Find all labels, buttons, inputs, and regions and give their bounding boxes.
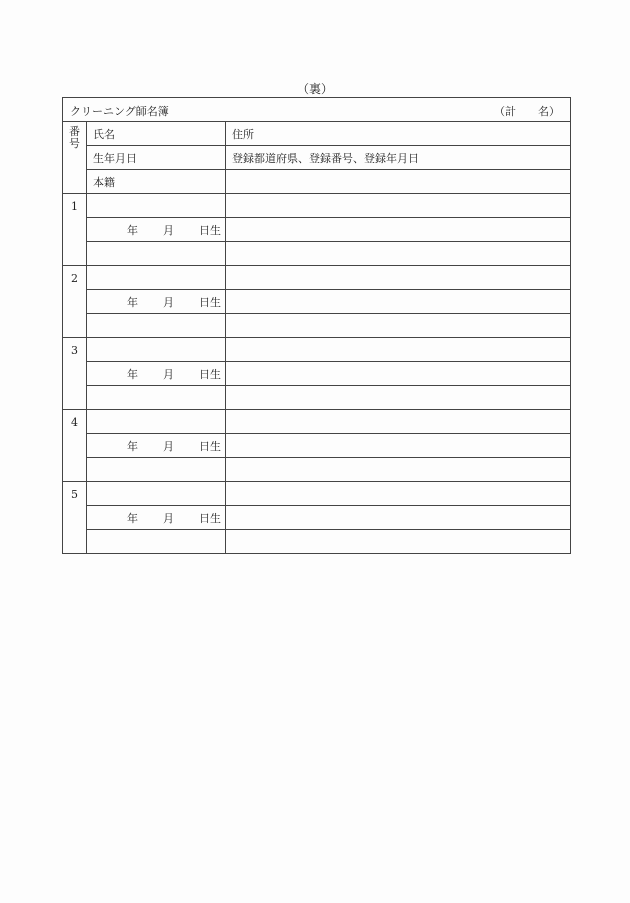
number-header-char-1: 番 [69, 125, 80, 138]
entry-row-name [63, 266, 571, 290]
entry-birth-date-cell[interactable] [87, 218, 226, 242]
entry-blank-cell [226, 458, 571, 482]
entry-birth-date-cell[interactable] [87, 506, 226, 530]
entry-row-birth [63, 434, 571, 458]
entry-blank-cell [226, 530, 571, 554]
entry-domicile-cell[interactable] [87, 314, 226, 338]
entry-registration-cell[interactable] [226, 362, 571, 386]
name-header: 氏名 [87, 122, 226, 146]
entry-registration-cell[interactable] [226, 218, 571, 242]
year-label: 年 [127, 295, 138, 309]
entry-address-cell[interactable] [226, 410, 571, 434]
entry-blank-cell [226, 386, 571, 410]
cleaning-staff-register [62, 97, 571, 554]
entry-row-domicile [63, 314, 571, 338]
address-header: 住所 [226, 122, 571, 146]
entries-body [63, 194, 571, 554]
entry-registration-cell[interactable] [226, 434, 571, 458]
header-row-1 [63, 122, 571, 146]
entry-name-cell[interactable] [87, 482, 226, 506]
entry-number: 5 [63, 482, 87, 554]
entry-row-birth [63, 506, 571, 530]
total-count: （計 名） [494, 105, 561, 118]
year-label: 年 [127, 439, 138, 453]
year-label: 年 [127, 367, 138, 381]
entry-row-name [63, 482, 571, 506]
header-row-3 [63, 170, 571, 194]
entry-address-cell[interactable] [226, 338, 571, 362]
birth-date-header: 生年月日 [87, 146, 226, 170]
entry-number: 4 [63, 410, 87, 482]
birth-date-template [93, 510, 225, 526]
entry-domicile-cell[interactable] [87, 458, 226, 482]
entry-name-cell[interactable] [87, 266, 226, 290]
registration-header: 登録都道府県、登録番号、登録年月日 [226, 146, 571, 170]
day-label: 日生 [199, 295, 221, 309]
domicile-header: 本籍 [87, 170, 226, 194]
entry-domicile-cell[interactable] [87, 242, 226, 266]
header-blank-cell [226, 170, 571, 194]
entry-registration-cell[interactable] [226, 290, 571, 314]
entry-birth-date-cell[interactable] [87, 362, 226, 386]
entry-row-birth [63, 218, 571, 242]
entry-address-cell[interactable] [226, 482, 571, 506]
day-label: 日生 [199, 223, 221, 237]
entry-row-name [63, 410, 571, 434]
year-label: 年 [127, 223, 138, 237]
entry-row-domicile [63, 386, 571, 410]
entry-row-domicile [63, 458, 571, 482]
year-label: 年 [127, 511, 138, 525]
day-label: 日生 [199, 367, 221, 381]
header-row-2 [63, 146, 571, 170]
entry-blank-cell [226, 242, 571, 266]
page-side-label: （裏） [296, 82, 333, 96]
entry-row-name [63, 194, 571, 218]
entry-birth-date-cell[interactable] [87, 434, 226, 458]
title-row [63, 98, 571, 122]
entry-birth-date-cell[interactable] [87, 290, 226, 314]
entry-row-birth [63, 362, 571, 386]
title-cell [63, 98, 571, 122]
entry-row-domicile [63, 242, 571, 266]
entry-name-cell[interactable] [87, 194, 226, 218]
entry-domicile-cell[interactable] [87, 386, 226, 410]
number-header-char-2: 号 [69, 137, 80, 150]
month-label: 月 [163, 223, 174, 237]
number-header [63, 122, 87, 194]
month-label: 月 [163, 367, 174, 381]
entry-name-cell[interactable] [87, 338, 226, 362]
birth-date-template [93, 294, 225, 310]
entry-name-cell[interactable] [87, 410, 226, 434]
entry-domicile-cell[interactable] [87, 530, 226, 554]
birth-date-template [93, 366, 225, 382]
entry-row-name [63, 338, 571, 362]
month-label: 月 [163, 439, 174, 453]
entry-blank-cell [226, 314, 571, 338]
entry-address-cell[interactable] [226, 266, 571, 290]
entry-registration-cell[interactable] [226, 506, 571, 530]
register-title: クリーニング師名簿 [70, 105, 169, 118]
entry-row-birth [63, 290, 571, 314]
birth-date-template [93, 222, 225, 238]
entry-number: 2 [63, 266, 87, 338]
month-label: 月 [163, 511, 174, 525]
entry-row-domicile [63, 530, 571, 554]
entry-number: 1 [63, 194, 87, 266]
entry-number: 3 [63, 338, 87, 410]
day-label: 日生 [199, 511, 221, 525]
entry-address-cell[interactable] [226, 194, 571, 218]
birth-date-template [93, 438, 225, 454]
month-label: 月 [163, 295, 174, 309]
day-label: 日生 [199, 439, 221, 453]
